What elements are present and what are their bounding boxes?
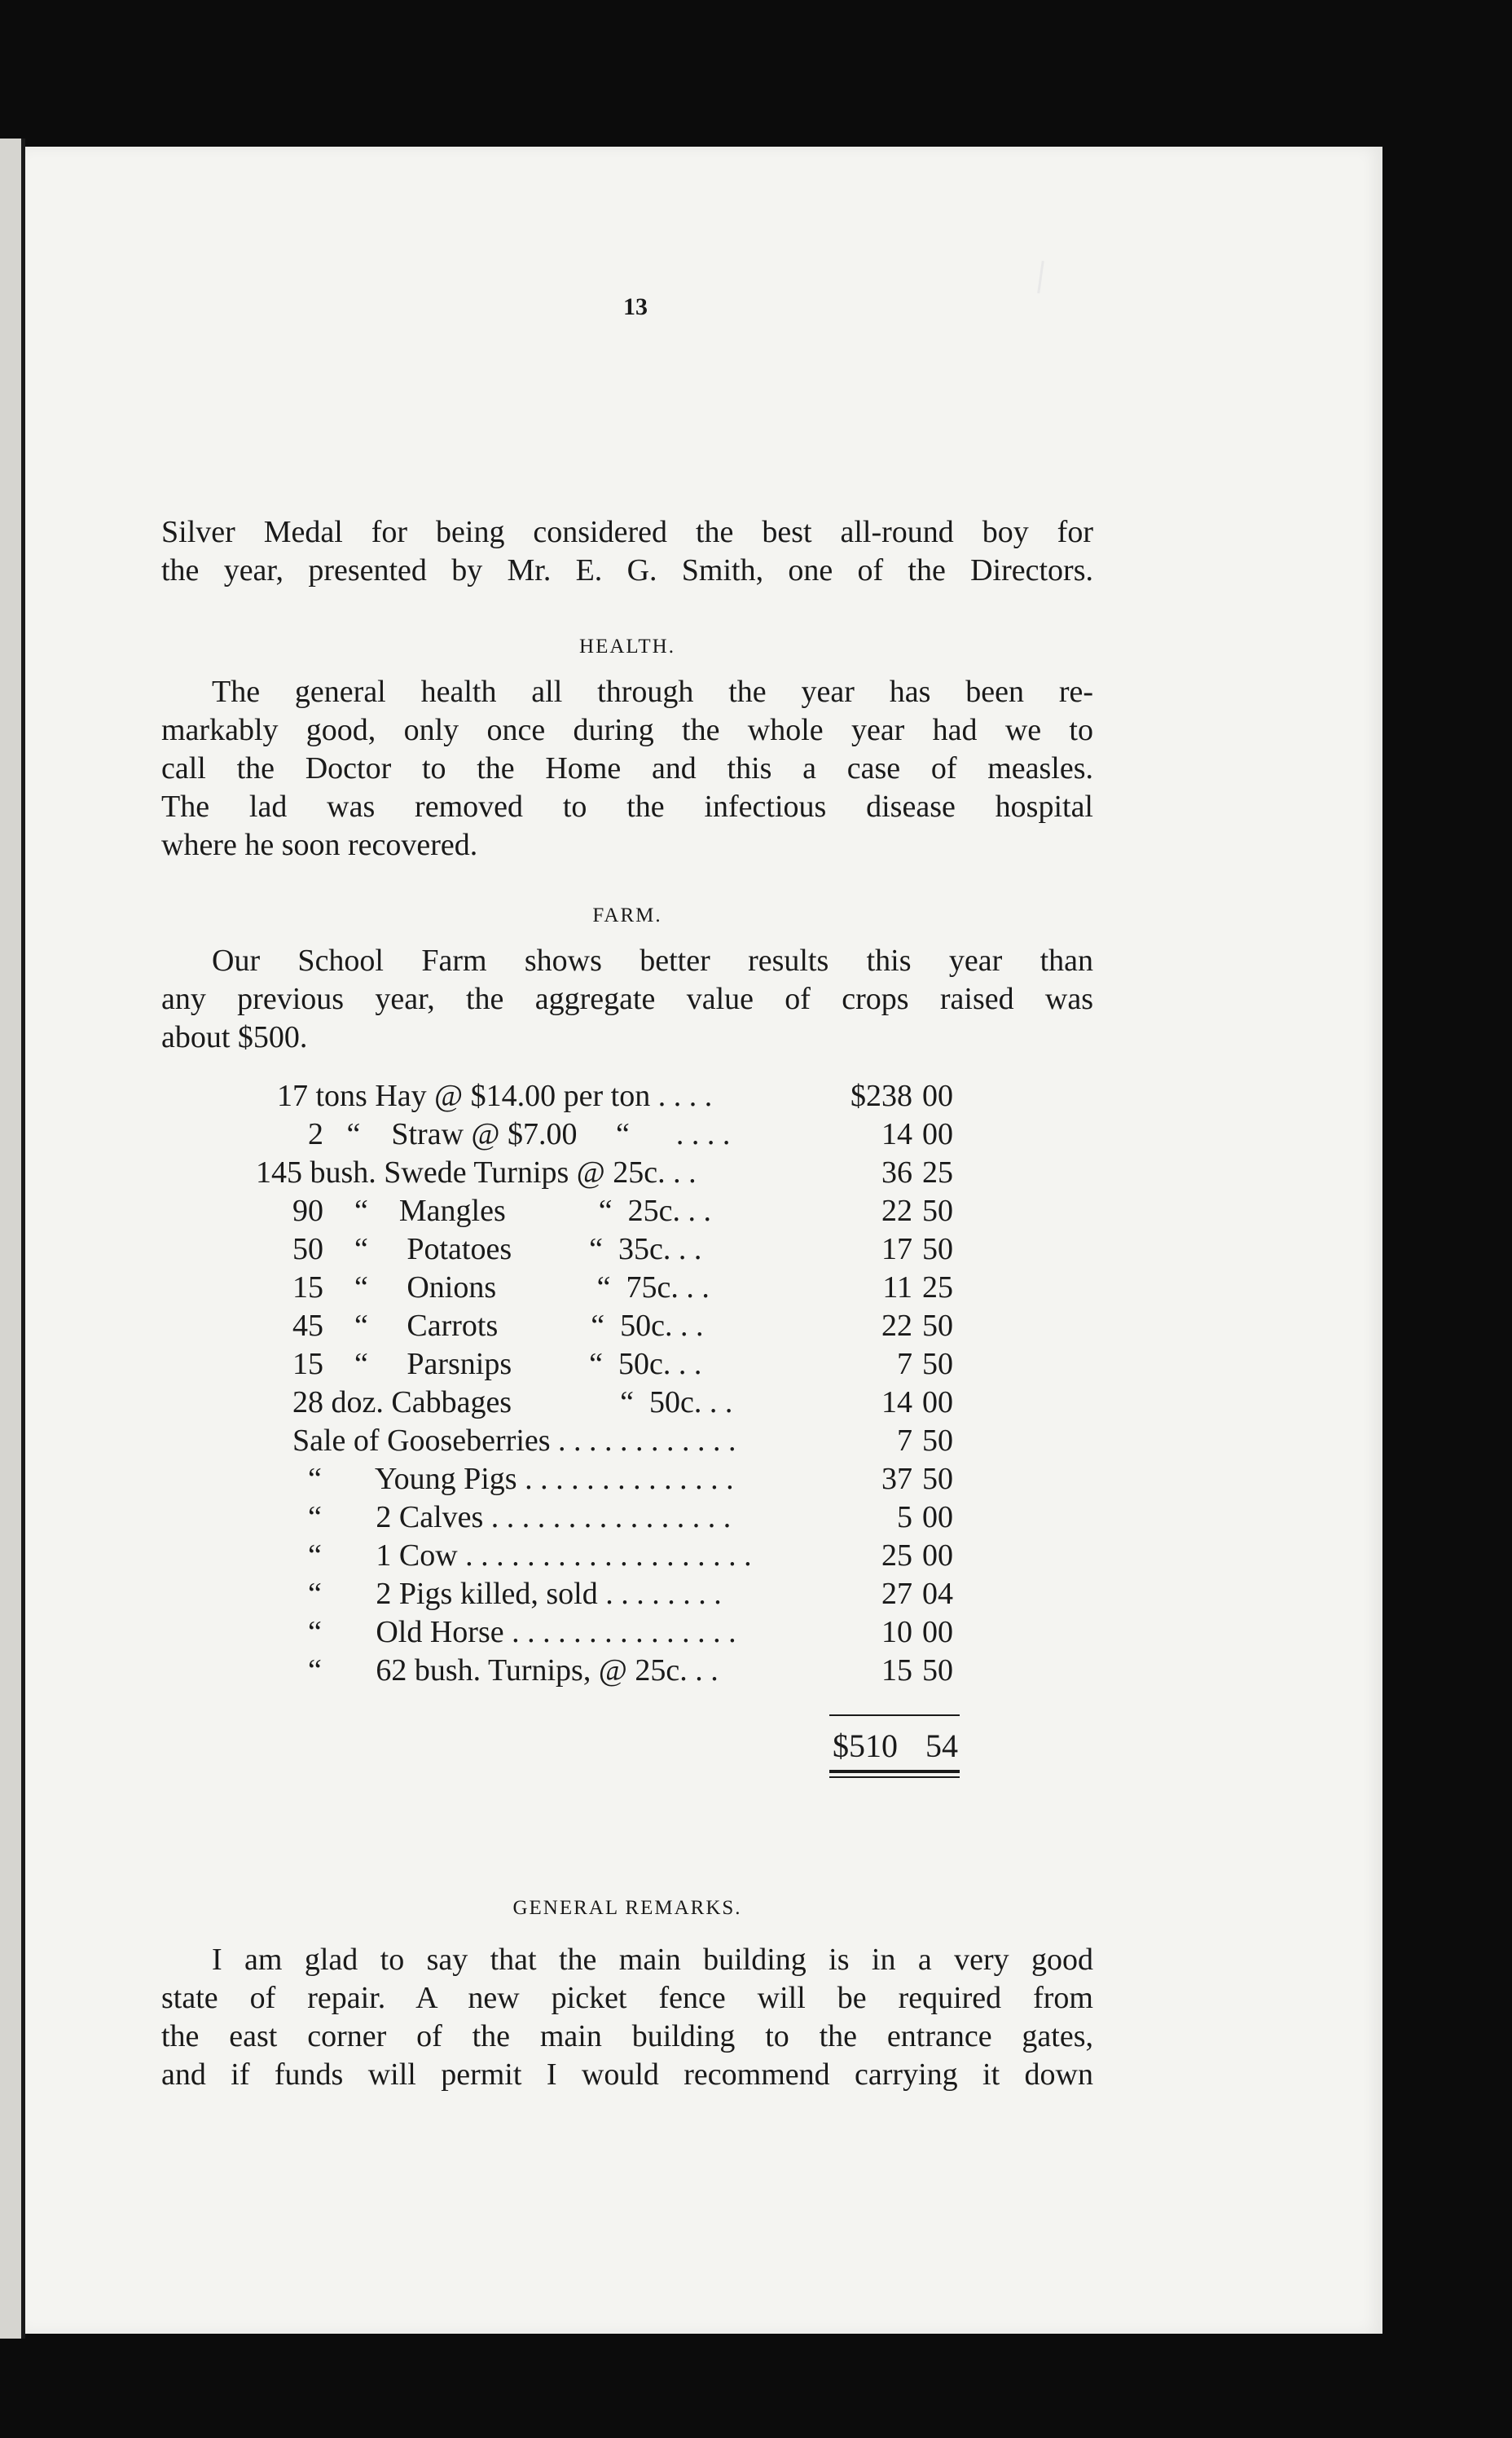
crop-cents: 00 <box>922 1500 953 1534</box>
crop-cents: 00 <box>922 1385 953 1419</box>
crop-description: “ Old Horse . . . . . . . . . . . . . . . <box>277 1615 736 1649</box>
crop-row <box>277 1307 1010 1345</box>
crop-dollars: 17 <box>881 1232 912 1266</box>
crop-row <box>277 1345 1010 1384</box>
farm-paragraph <box>161 942 1093 1057</box>
crop-description: 28 doz. Cabbages “ 50c. . . <box>277 1385 733 1419</box>
crop-dollars: 11 <box>882 1270 912 1305</box>
crop-dollars: 15 <box>881 1653 912 1688</box>
crop-description: 15 “ Onions “ 75c. . . <box>277 1270 710 1305</box>
crop-dollars: 37 <box>881 1462 912 1496</box>
intro-line: Silver Medal for being considered the best all-round boy for <box>161 515 1093 549</box>
health-line: markably good, only once during the whole year had we to <box>161 713 1093 747</box>
crop-row <box>277 1537 1010 1575</box>
total-double-rule <box>829 1770 960 1773</box>
farm-heading: FARM. <box>592 904 662 926</box>
total-cents: 54 <box>925 1727 958 1764</box>
crop-cents: 00 <box>922 1117 953 1151</box>
crop-description: 145 bush. Swede Turnips @ 25c. . . <box>256 1155 697 1190</box>
crop-row <box>277 1498 1010 1537</box>
crop-cents: 00 <box>922 1615 953 1649</box>
crop-dollars: 7 <box>897 1424 912 1458</box>
crop-cents: 25 <box>922 1270 953 1305</box>
crop-row <box>277 1613 1010 1652</box>
crop-dollars: 10 <box>881 1615 912 1649</box>
crop-dollars: 27 <box>881 1577 912 1611</box>
crop-description: 45 “ Carrots “ 50c. . . <box>277 1309 704 1343</box>
scan-scratch-mark <box>1037 261 1044 293</box>
crop-row <box>277 1116 1010 1154</box>
crop-row <box>277 1575 1010 1613</box>
crop-dollars: 22 <box>881 1194 912 1228</box>
crop-dollars: 7 <box>897 1347 912 1381</box>
total-double-rule-lower <box>829 1776 960 1778</box>
crop-row <box>277 1460 1010 1498</box>
total-dollars: $510 <box>833 1727 898 1764</box>
health-line: call the Doctor to the Home and this a case of measles. <box>161 751 1093 786</box>
crop-cents: 00 <box>922 1538 953 1573</box>
intro-line: the year, presented by Mr. E. G. Smith, one of the Directors. <box>161 553 1093 587</box>
crop-row <box>277 1230 1010 1269</box>
health-line: where he soon recovered. <box>161 828 478 862</box>
farm-line: Our School Farm shows better results this year than <box>212 944 1093 978</box>
crop-dollars: 22 <box>881 1309 912 1343</box>
previous-page-edge <box>0 139 23 2339</box>
crop-dollars: 5 <box>897 1500 912 1534</box>
crop-row <box>277 1652 1010 1690</box>
crop-description: “ 2 Pigs killed, sold . . . . . . . . <box>277 1577 722 1611</box>
crop-value-table <box>256 1077 1010 1690</box>
crop-row <box>277 1269 1010 1307</box>
crop-description: 50 “ Potatoes “ 35c. . . <box>277 1232 702 1266</box>
crop-row <box>277 1384 1010 1422</box>
crop-description: “ Young Pigs . . . . . . . . . . . . . . <box>277 1462 734 1496</box>
page-number: 13 <box>623 293 648 320</box>
remarks-line: state of repair. A new picket fence will be required from <box>161 1981 1093 2015</box>
health-heading: HEALTH. <box>579 636 675 658</box>
crop-row <box>277 1422 1010 1460</box>
crop-cents: 50 <box>922 1347 953 1381</box>
remarks-line: and if funds will permit I would recommend carrying it down <box>161 2057 1093 2092</box>
remarks-line: the east corner of the main building to the entrance gates, <box>161 2019 1093 2053</box>
crop-description: 2 “ Straw @ $7.00 “ . . . . <box>277 1117 731 1151</box>
crop-description: 15 “ Parsnips “ 50c. . . <box>277 1347 702 1381</box>
crop-description: “ 62 bush. Turnips, @ 25c. . . <box>277 1653 719 1688</box>
crop-description: Sale of Gooseberries . . . . . . . . . . . . <box>277 1424 736 1458</box>
crop-cents: 50 <box>922 1309 953 1343</box>
crop-cents: 25 <box>922 1155 953 1190</box>
health-paragraph <box>161 673 1093 865</box>
crop-dollars: 25 <box>881 1538 912 1573</box>
crop-row <box>277 1192 1010 1230</box>
crop-cents: 00 <box>922 1079 953 1113</box>
crop-dollars: 14 <box>881 1385 912 1419</box>
crop-description: “ 2 Calves . . . . . . . . . . . . . . . . <box>277 1500 732 1534</box>
farm-line: about $500. <box>161 1020 308 1054</box>
crop-cents: 50 <box>922 1462 953 1496</box>
health-line: The lad was removed to the infectious disease hospital <box>161 790 1093 824</box>
crop-dollars: 14 <box>881 1117 912 1151</box>
crop-dollars: 36 <box>881 1155 912 1190</box>
remarks-line: I am glad to say that the main building is in a very good <box>212 1943 1093 1977</box>
crop-description: “ 1 Cow . . . . . . . . . . . . . . . . . . . <box>277 1538 752 1573</box>
crop-cents: 50 <box>922 1653 953 1688</box>
crop-cents: 50 <box>922 1194 953 1228</box>
farm-line: any previous year, the aggregate value of crops raised was <box>161 982 1093 1016</box>
remarks-heading: GENERAL REMARKS. <box>512 1897 742 1919</box>
health-line: The general health all through the year has been re- <box>212 675 1093 709</box>
crop-row <box>256 1154 1010 1192</box>
crop-row <box>277 1077 1010 1116</box>
crop-description: 17 tons Hay @ $14.00 per ton . . . . <box>277 1079 713 1113</box>
crop-dollars: $238 <box>850 1079 912 1113</box>
total-rule-top <box>829 1714 960 1716</box>
crop-cents: 50 <box>922 1424 953 1458</box>
crop-cents: 04 <box>922 1577 953 1611</box>
remarks-paragraph <box>161 1941 1093 2094</box>
crop-cents: 50 <box>922 1232 953 1266</box>
crop-total <box>829 1726 960 1767</box>
intro-paragraph <box>161 513 1093 590</box>
crop-description: 90 “ Mangles “ 25c. . . <box>277 1194 711 1228</box>
